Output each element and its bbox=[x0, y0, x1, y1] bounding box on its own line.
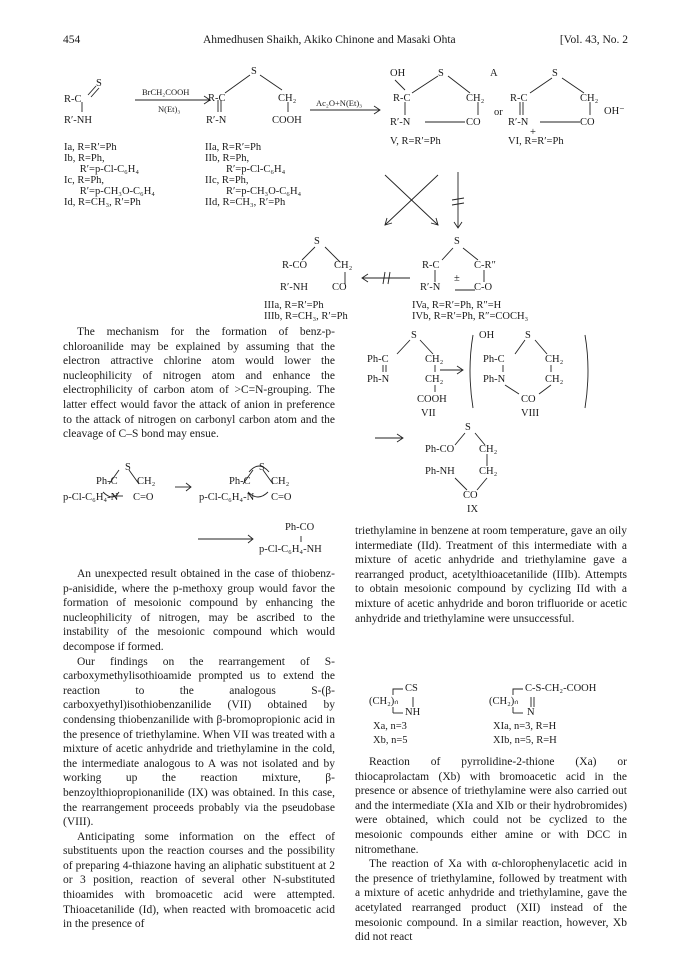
IX-phco: Ph-CO bbox=[425, 444, 455, 455]
list-I-line: R′=p-Cl-C₆H₄ bbox=[64, 164, 140, 175]
mech-c-nh: p-Cl-C₆H₄-NH bbox=[259, 544, 322, 555]
VII-phc: Ph-C bbox=[367, 354, 389, 365]
IX-label: IX bbox=[467, 504, 479, 515]
structures-X-XI bbox=[355, 683, 630, 751]
XI-n: N bbox=[527, 707, 535, 718]
cmpd-II-rc: R-C bbox=[208, 93, 226, 104]
mech-a-n: p-Cl-C₆H₄-N bbox=[63, 492, 119, 503]
VIII-phc: Ph-C bbox=[483, 354, 505, 365]
mech-b-phc: Ph-C bbox=[229, 476, 251, 487]
mech-a-co: C=O bbox=[133, 492, 154, 503]
IX-ch2a: CH₂ bbox=[479, 444, 498, 455]
cmpd-I-rc: R-C bbox=[64, 94, 82, 105]
X-a: Xa, n=3 bbox=[373, 721, 407, 732]
reagent-2: Ac₂O+N(Et)₃ bbox=[316, 98, 363, 108]
mechanism-scheme bbox=[63, 462, 335, 562]
cmpd-V-caption: V, R=R′=Ph bbox=[390, 136, 441, 147]
VIII-oh: OH bbox=[479, 330, 495, 341]
cmpd-III-rco: R-CO bbox=[282, 260, 308, 271]
cmpd-VI-ch2: CH₂ bbox=[580, 93, 599, 104]
list-I-line: Ib, R=Ph, bbox=[64, 153, 105, 164]
running-header bbox=[63, 34, 628, 50]
cmpd-VI-plus: + bbox=[530, 127, 536, 138]
cmpd-VI-s: S bbox=[552, 68, 558, 79]
list-I-line: Id, R=CH₃, R′=Ph bbox=[64, 197, 141, 208]
paragraph-triethylamine: triethylamine in benzene at room temperature, gave an oily intermediate (IId). Treatment of this intermediate with a mixture of acetic anhydride and triethylamine gave a rearranged product, acetylthioacetanilide (IIIb). Attempts to obtain mesoionic compound by cyclizing IId with a mixture of acetic anhydride and boron trifluoride or acetic anhydride and triethylamine were unsuccessful. bbox=[355, 525, 627, 625]
VIII-ch2b: CH₂ bbox=[545, 374, 564, 385]
paragraph-findings: Our findings on the rearrangement of S-carboxymethylisothioamide prompted us to extend the reaction to the analogous S-(β-carboxyethyl)isothiobenzanilide (VII) obtained by condensing thiobenzanilide with β-bromopropionic acid in the presence of triethylamine. When VII was treated with a mixture of acetic anhydride and triethylamine in the cold, the intermediate analogous to A was not isolated and by working up the reaction mixture, β-benzoylthiopropionanilide (IX) was obtained. In this case, the rearrangement proceeds probably via the pseudobase (VIII). bbox=[63, 655, 335, 829]
VII-ch2b: CH₂ bbox=[425, 374, 444, 385]
mech-b-s: S bbox=[259, 462, 265, 473]
list-I-line: Ia, R=R′=Ph bbox=[64, 142, 117, 153]
mech-a-s: S bbox=[125, 462, 131, 473]
cmpd-VI-oh: OH⁻ bbox=[604, 106, 625, 117]
right-column-para-1 bbox=[355, 524, 627, 626]
VIII-phn: Ph-N bbox=[483, 374, 506, 385]
list-II-line: R′=p-CH₃O-C₆H₄ bbox=[205, 186, 302, 197]
list-II-line: IId, R=CH₃, R′=Ph bbox=[205, 197, 286, 208]
VII-phn: Ph-N bbox=[367, 374, 390, 385]
VIII-label: VIII bbox=[521, 408, 540, 419]
list-I-line: R′=p-CH₃O-C₆H₄ bbox=[64, 186, 155, 197]
cmpd-III-s: S bbox=[314, 236, 320, 247]
cmpd-IV-co: C-O bbox=[474, 282, 493, 293]
left-column-bottom bbox=[63, 567, 335, 932]
list-II-line: IIb, R=Ph, bbox=[205, 153, 250, 164]
VIII-ch2a: CH₂ bbox=[545, 354, 564, 365]
IX-phnh: Ph-NH bbox=[425, 466, 455, 477]
author-line: Ahmedhusen Shaikh, Akiko Chinone and Masaki Ohta bbox=[203, 34, 456, 46]
list-II-line: IIa, R=R′=Ph bbox=[205, 142, 262, 153]
cmpd-IV-s: S bbox=[454, 236, 460, 247]
cmpd-III-co: CO bbox=[332, 282, 347, 293]
X-cs: CS bbox=[405, 683, 418, 694]
cmpd-IV-rn: R′-N bbox=[420, 282, 441, 293]
VII-label: VII bbox=[421, 408, 436, 419]
cmpd-II-s: S bbox=[251, 66, 257, 77]
cmpd-V-s: S bbox=[438, 68, 444, 79]
cmpd-V-ch2: CH₂ bbox=[466, 93, 485, 104]
IX-co: CO bbox=[463, 490, 478, 501]
cmpd-V-rc: R-C bbox=[393, 93, 411, 104]
cmpd-V-label-a: A bbox=[490, 68, 498, 79]
IX-s: S bbox=[465, 422, 471, 433]
or-text: or bbox=[494, 107, 503, 118]
VII-cooh: COOH bbox=[417, 394, 447, 405]
paragraph-mechanism: The mechanism for the formation of benz-p-chloroanilide may be explained by assuming that the electron attractive chlorine atom would lower the nucleophilicity of nitrogen atom and enhance the electrophilicity of carbon atom of >C=N-grouping. The latter effect would favor the attack of anion in preference to the attack of nitrogen on carbonyl carbon atom and the cleavage of C–S bond may ensue. bbox=[63, 326, 335, 441]
paragraph-anticipating: Anticipating some information on the effect of substituents upon the reaction courses and the possibility of preparing 4-thiazone having an aliphatic substituent at 2 or 3 position, reaction of several other N-substituted thioamides with bromoacetic acid were attempted. Thioacetanilide (Id), when reacted with bromoacetic acid in the presence of bbox=[63, 830, 335, 931]
cmpd-II-cooh: COOH bbox=[272, 115, 302, 126]
cmpd-III-caption: IIIa, R=R′=Ph bbox=[264, 300, 324, 311]
cmpd-III-rnh: R′-NH bbox=[280, 282, 308, 293]
cmpd-III-ch2: CH₂ bbox=[334, 260, 353, 271]
cmpd-VI-rc: R-C bbox=[510, 93, 528, 104]
cmpd-II-rn: R′-N bbox=[206, 115, 227, 126]
XI-c: C-S-CH₂-COOH bbox=[525, 683, 597, 694]
VII-ch2a: CH₂ bbox=[425, 354, 444, 365]
cmpd-II-ch2: CH₂ bbox=[278, 93, 297, 104]
cmpd-V-co: CO bbox=[466, 117, 481, 128]
reaction-scheme-1 bbox=[60, 60, 630, 330]
cmpd-VI-co: CO bbox=[580, 117, 595, 128]
mech-b-co: C=O bbox=[271, 492, 292, 503]
volume-info: [Vol. 43, No. 2 bbox=[559, 34, 628, 46]
cmpd-VI-caption: VI, R=R′=Ph bbox=[508, 136, 564, 147]
X-b: Xb, n=5 bbox=[373, 735, 408, 746]
cmpd-V-oh: OH bbox=[390, 68, 406, 79]
paragraph-pyrrolidine: Reaction of pyrrolidine-2-thione (Xa) or thiocaprolactam (Xb) with bromoacetic acid in the presence or absence of triethylamine were also carried out and the intermediate (XIa and XIb or their hydrobromides) were obtained, which could not be cyclized to the mesoionic compounds either amine or with DCC in nitromethane. bbox=[355, 756, 627, 856]
mech-c-phco: Ph-CO bbox=[285, 522, 315, 533]
cmpd-III-caption: IIIb, R=CH₃, R′=Ph bbox=[264, 311, 348, 322]
VIII-s: S bbox=[525, 330, 531, 341]
cmpd-IV-cr: C-R″ bbox=[474, 260, 496, 271]
reagent-1-top: BrCH₂COOH bbox=[142, 87, 190, 97]
cmpd-IV-caption: IVb, R=R′=Ph, R″=COCH₃ bbox=[412, 311, 529, 322]
cmpd-IV-charge: ± bbox=[454, 273, 460, 284]
XI-b: XIb, n=5, R=H bbox=[493, 735, 557, 746]
IX-ch2b: CH₂ bbox=[479, 466, 498, 477]
list-I-line: Ic, R=Ph, bbox=[64, 175, 105, 186]
mech-a-phc: Ph-C bbox=[96, 476, 118, 487]
cmpd-I-nh: R′-NH bbox=[64, 115, 92, 126]
mech-a-ch2: CH₂ bbox=[137, 476, 156, 487]
XI-a: XIa, n=3, R=H bbox=[493, 721, 557, 732]
X-nh: NH bbox=[405, 707, 421, 718]
list-II-line: IIc, R=Ph, bbox=[205, 175, 249, 186]
cmpd-IV-rc: R-C bbox=[422, 260, 440, 271]
paragraph-anisidide: An unexpected result obtained in the case of thiobenz-p-anisidide, where the p-methoxy group would favor the formation of mesoionic compound by enhancing the nucleophilicity of nitrogen, may be ascribed to the instability of the mesoionic compound which would decompose if formed. bbox=[63, 568, 335, 653]
VIII-co: CO bbox=[521, 394, 536, 405]
reagent-1-bottom: N(Et)₃ bbox=[158, 104, 181, 114]
right-column-para-2 bbox=[355, 755, 627, 945]
mech-b-n: p-Cl-C₆H₄-N bbox=[199, 492, 255, 503]
cmpd-VI-rn: R′-N bbox=[508, 117, 529, 128]
cmpd-V-rn: R′-N bbox=[390, 117, 411, 128]
XI-ch2n: (CH₂)ₙ bbox=[489, 696, 519, 707]
cmpd-I-s: S bbox=[96, 78, 102, 89]
mech-b-ch2: CH₂ bbox=[271, 476, 290, 487]
cmpd-IV-caption: IVa, R=R′=Ph, R″=H bbox=[412, 300, 502, 311]
VII-s: S bbox=[411, 330, 417, 341]
page-number: 454 bbox=[63, 34, 81, 46]
structures-VII-IX bbox=[355, 330, 630, 520]
left-column-top bbox=[63, 325, 335, 442]
list-II-line: R′=p-Cl-C₆H₄ bbox=[205, 164, 286, 175]
paragraph-chlorophenylacetic: The reaction of Xa with α-chlorophenylacetic acid in the presence of triethylamine, followed by treatment with a mixture of acetic anhydride and triethylamine, gave the acetylated rearranged product (XII) instead of the mesoionic compound. In a similar reaction, however, Xb did not react bbox=[355, 858, 627, 944]
X-ch2n: (CH₂)ₙ bbox=[369, 696, 399, 707]
